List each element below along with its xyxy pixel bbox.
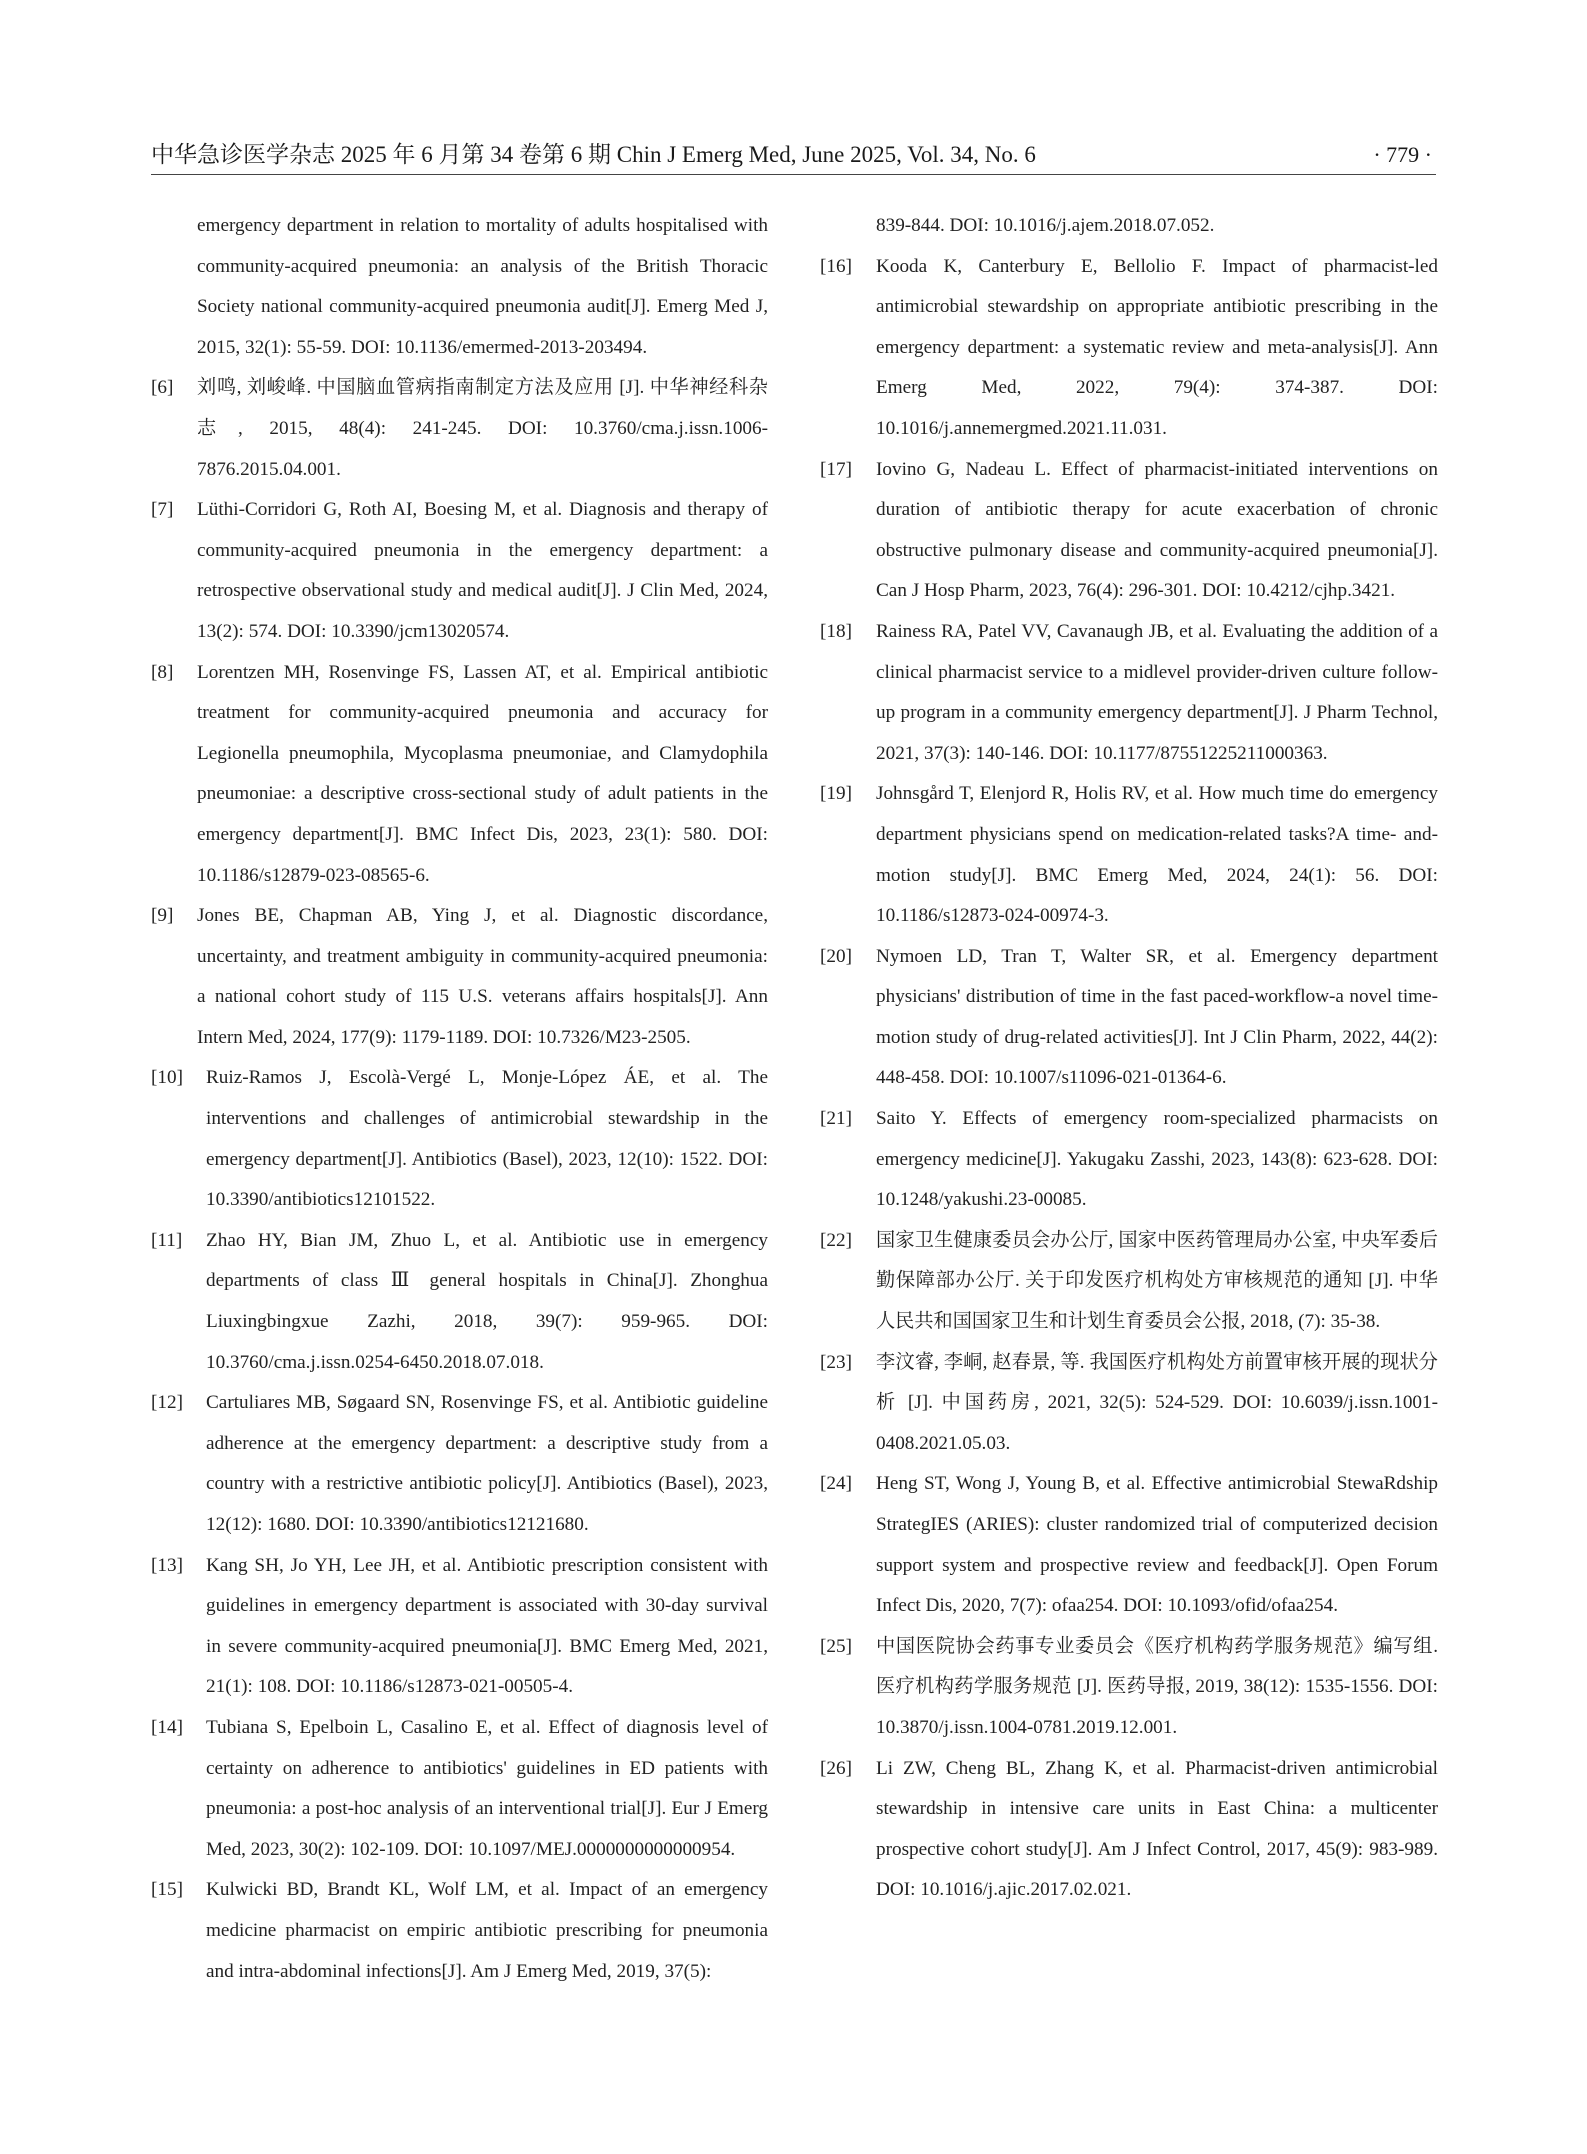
reference-text: 李汶睿, 李峒, 赵春景, 等. 我国医疗机构处方前置审核开展的现状分析 [J]. 中国药房, 2021, 32(5): 524-529. DOI: 10.6039/j.issn.1001-0408.2021.05.03. <box>876 1351 1438 1454</box>
reference-column-left <box>151 206 768 1992</box>
reference-text: Lüthi-Corridori G, Roth AI, Boesing M, et al. Diagnosis and therapy of community-acquired pneumonia in the emergency department: a retrospective observational study and medical audit[J]. J Clin Med, 2024, 13(2): 574. DOI: 10.3390/jcm13020574. <box>197 499 768 642</box>
reference-number: [20] <box>820 945 852 967</box>
reference-number: [26] <box>820 1757 852 1779</box>
reference-text: Kooda K, Canterbury E, Bellolio F. Impact of pharmacist-led antimicrobial stewardship on appropriate antibiotic prescribing in the emergency department: a systematic review and meta-analysis[J]. Ann Emerg Med, 2022, 79(4): 374-387. DOI: 10.1016/j.annemergmed.2021.11.031. <box>876 255 1438 439</box>
reference-text: 刘鸣, 刘峻峰. 中国脑血管病指南制定方法及应用 [J]. 中华神经科杂志, 2015, 48(4): 241-245. DOI: 10.3760/cma.j.issn.1006-7876.2015.04.001. <box>197 377 768 480</box>
reference-number: [23] <box>820 1351 852 1373</box>
reference-number: [16] <box>820 255 852 277</box>
reference-item <box>151 206 768 368</box>
reference-item <box>151 1221 768 1383</box>
reference-item <box>151 1058 768 1220</box>
reference-text: Rainess RA, Patel VV, Cavanaugh JB, et al. Evaluating the addition of a clinical pharmacist service to a midlevel provider-driven culture follow-up program in a community emergency department[J]. J Pharm Technol, 2021, 37(3): 140-146. DOI: 10.1177/87551225211000363. <box>876 620 1438 764</box>
reference-item <box>820 1627 1438 1749</box>
reference-number: [6] <box>151 377 174 399</box>
reference-number: [11] <box>151 1229 183 1251</box>
reference-text: 国家卫生健康委员会办公厅, 国家中医药管理局办公室, 中央军委后勤保障部办公厅. 关于印发医疗机构处方审核规范的通知 [J]. 中华人民共和国国家卫生和计划生育委员会公报, 2018, (7): 35-38. <box>876 1229 1438 1333</box>
reference-text: Ruiz-Ramos J, Escolà-Vergé L, Monje-López ÁE, et al. The interventions and challenges of antimicrobial stewardship in the emergency department[J]. Antibiotics (Basel), 2023, 12(10): 1522. DOI: 10.3390/antibiotics12101522. <box>206 1067 768 1211</box>
reference-text: Zhao HY, Bian JM, Zhuo L, et al. Antibiotic use in emergency departments of class Ⅲ general hospitals in China[J]. Zhonghua Liuxingbingxue Zazhi, 2018, 39(7): 959-965. DOI: 10.3760/cma.j.issn.0254-6450.2018.07.018. <box>206 1229 768 1373</box>
reference-item <box>151 490 768 652</box>
reference-item <box>151 1383 768 1545</box>
reference-item <box>820 612 1438 774</box>
reference-item <box>820 1343 1438 1465</box>
reference-text: Kulwicki BD, Brandt KL, Wolf LM, et al. Impact of an emergency medicine pharmacist on empiric antibiotic prescribing for pneumonia and intra-abdominal infections[J]. Am J Emerg Med, 2019, 37(5): <box>206 1879 768 1982</box>
reference-number: [15] <box>151 1879 183 1901</box>
reference-text: 中国医院协会药事专业委员会《医疗机构药学服务规范》编写组. 医疗机构药学服务规范 [J]. 医药导报, 2019, 38(12): 1535-1556. DOI: 10.3870/j.issn.1004-0781.2019.12.001. <box>876 1635 1438 1738</box>
reference-item <box>820 774 1438 936</box>
reference-item <box>820 1464 1438 1626</box>
reference-number: [21] <box>820 1108 852 1130</box>
reference-number: [10] <box>151 1067 183 1089</box>
reference-text: Jones BE, Chapman AB, Ying J, et al. Diagnostic discordance, uncertainty, and treatment ambiguity in community-acquired pneumonia: a national cohort study of 115 U.S. veterans affairs hospitals[J]. Ann Intern Med, 2024, 177(9): 1179-1189. DOI: 10.7326/M23-2505. <box>197 905 768 1048</box>
reference-item <box>820 1099 1438 1221</box>
reference-item <box>151 896 768 1058</box>
reference-number: [22] <box>820 1229 852 1251</box>
reference-number: [18] <box>820 620 852 642</box>
reference-item <box>151 1708 768 1870</box>
reference-item <box>151 653 768 897</box>
reference-text: Heng ST, Wong J, Young B, et al. Effective antimicrobial StewaRdship StrategIES (ARIES): cluster randomized trial of computerized decision support system and prospective review and feedback[J]. Open Forum Infect Dis, 2020, 7(7): ofaa254. DOI: 10.1093/ofid/ofaa254. <box>876 1473 1438 1617</box>
reference-number: [25] <box>820 1635 852 1657</box>
reference-text: Nymoen LD, Tran T, Walter SR, et al. Emergency department physicians' distribution of time in the fast paced-workflow-a novel time-motion study of drug-related activities[J]. Int J Clin Pharm, 2022, 44(2): 448-458. DOI: 10.1007/s11096-021-01364-6. <box>876 945 1438 1089</box>
reference-item <box>820 450 1438 612</box>
journal-header-title: 中华急诊医学杂志 2025 年 6 月第 34 卷第 6 期 Chin J Emerg Med, June 2025, Vol. 34, No. 6 <box>151 142 1036 167</box>
reference-text: Lorentzen MH, Rosenvinge FS, Lassen AT, et al. Empirical antibiotic treatment for community-acquired pneumonia and accuracy for Legionella pneumophila, Mycoplasma pneumoniae, and Clamydophila pneumoniae: a descriptive cross-sectional study of adult patients in the emergency department[J]. BMC Infect Dis, 2023, 23(1): 580. DOI: 10.1186/s12879-023-08565-6. <box>197 661 768 886</box>
reference-text: Tubiana S, Epelboin L, Casalino E, et al. Effect of diagnosis level of certainty on adherence to antibiotics' guidelines in ED patients with pneumonia: a post-hoc analysis of an interventional trial[J]. Eur J Emerg Med, 2023, 30(2): 102-109. DOI: 10.1097/MEJ.0000000000000954. <box>206 1716 768 1860</box>
reference-number: [17] <box>820 458 852 480</box>
reference-text: Iovino G, Nadeau L. Effect of pharmacist-initiated interventions on duration of antibiotic therapy for acute exacerbation of chronic obstructive pulmonary disease and community-acquired pneumonia[J]. Can J Hosp Pharm, 2023, 76(4): 296-301. DOI: 10.4212/cjhp.3421. <box>876 458 1438 602</box>
reference-number: [9] <box>151 905 174 927</box>
reference-item <box>820 1749 1438 1911</box>
running-header <box>151 140 1436 175</box>
reference-column-right <box>820 206 1438 1911</box>
reference-text: Kang SH, Jo YH, Lee JH, et al. Antibiotic prescription consistent with guidelines in emergency department is associated with 30-day survival in severe community-acquired pneumonia[J]. BMC Emerg Med, 2021, 21(1): 108. DOI: 10.1186/s12873-021-00505-4. <box>206 1554 768 1698</box>
reference-item <box>820 206 1438 247</box>
reference-item <box>151 1870 768 1992</box>
reference-item <box>820 937 1438 1099</box>
reference-number: [13] <box>151 1554 183 1576</box>
reference-item <box>820 1221 1438 1343</box>
reference-text: 839-844. DOI: 10.1016/j.ajem.2018.07.052. <box>876 215 1215 236</box>
reference-text: Saito Y. Effects of emergency room-specialized pharmacists on emergency medicine[J]. Yakugaku Zasshi, 2023, 143(8): 623-628. DOI: 10.1248/yakushi.23-00085. <box>876 1108 1438 1211</box>
reference-number: [24] <box>820 1473 852 1495</box>
reference-text: emergency department in relation to mortality of adults hospitalised with community-acquired pneumonia: an analysis of the British Thoracic Society national community-acquired pneumonia audit[J]. Emerg Med J, 2015, 32(1): 55-59. DOI: 10.1136/emermed-2013-203494. <box>197 215 768 358</box>
reference-text: Cartuliares MB, Søgaard SN, Rosenvinge FS, et al. Antibiotic guideline adherence at the emergency department: a descriptive study from a country with a restrictive antibiotic policy[J]. Antibiotics (Basel), 2023, 12(12): 1680. DOI: 10.3390/antibiotics12121680. <box>206 1392 768 1535</box>
reference-number: [12] <box>151 1392 183 1414</box>
reference-text: Li ZW, Cheng BL, Zhang K, et al. Pharmacist-driven antimicrobial stewardship in intensive care units in East China: a multicenter prospective cohort study[J]. Am J Infect Control, 2017, 45(9): 983-989. DOI: 10.1016/j.ajic.2017.02.021. <box>876 1757 1438 1901</box>
reference-item <box>151 368 768 490</box>
reference-number: [7] <box>151 499 174 521</box>
reference-item <box>151 1546 768 1708</box>
reference-number: [14] <box>151 1716 183 1738</box>
reference-number: [8] <box>151 661 174 683</box>
reference-item <box>820 247 1438 450</box>
reference-number: [19] <box>820 783 852 805</box>
page-number: · 779 · <box>1373 142 1432 167</box>
reference-text: Johnsgård T, Elenjord R, Holis RV, et al. How much time do emergency department physicians spend on medication-related tasks?A time- and-motion study[J]. BMC Emerg Med, 2024, 24(1): 56. DOI: 10.1186/s12873-024-00974-3. <box>876 783 1438 927</box>
